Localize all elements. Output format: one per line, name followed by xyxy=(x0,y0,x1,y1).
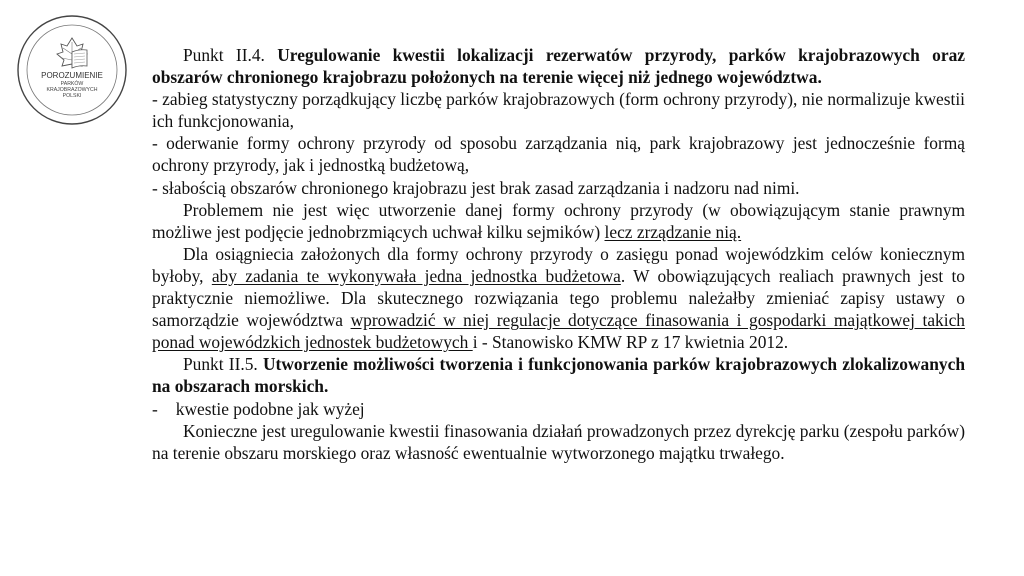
paragraph-text: Problemem nie jest więc utworzenie danej formy ochrony przyrody (w obowiązującym stanie prawnym możliwe jest podjęcie jednobrzmiących uchwał kilku sejmików) xyxy=(152,199,965,242)
logo-line-1: POROZUMIENIE xyxy=(41,71,103,80)
logo xyxy=(15,14,129,126)
document-body xyxy=(152,44,965,464)
section-title: Uregulowanie kwestii lokalizacji rezerwatów przyrody, parków krajobrazowych oraz obszarów chronionego krajobrazu położonych na terenie więcej niż jednego województwa. xyxy=(152,45,965,88)
logo-line-2: PARKÓW xyxy=(60,81,84,87)
logo-line-3: KRAJOBRAZOWYCH xyxy=(46,87,98,93)
logo-emblem xyxy=(15,14,129,126)
section-title: Utworzenie możliwości tworzenia i funkcjonowania parków krajobrazowych zlokalizowanych na obszarach morskich. xyxy=(152,354,965,397)
underlined-text: aby zadania te wykonywała jedna jednostka budżetowa xyxy=(211,265,621,286)
paragraph-text: . W obowiązujących realiach prawnych jest to praktycznie niemożliwe. Dla skutecznego rozwiązania tego problemu należałby zmieniać zapisy ustawy o samorządzie województwa xyxy=(152,265,965,331)
paragraph: Konieczne jest uregulowanie kwestii finasowania działań prowadzonych przez dyrekcję parku (zespołu parków) na terenie obszaru morskiego oraz własność ewentualnie wytworzonego majątku trwałego. xyxy=(152,420,965,463)
paragraph-text: i - Stanowisko KMW RP z 17 kwietnia 2012. xyxy=(472,332,789,353)
section-heading-ii-4 xyxy=(152,44,965,88)
bullet-text: kwestie podobne jak wyżej xyxy=(175,398,365,419)
section-heading-ii-5 xyxy=(152,353,965,397)
section-number: Punkt II.5. xyxy=(183,354,263,375)
bullet-dash: - xyxy=(152,398,158,419)
bullet-item: - oderwanie formy ochrony przyrody od sposobu zarządzania nią, park krajobrazowy jest jednocześnie formą ochrony przyrody, jak i jednostką budżetową, xyxy=(152,133,965,176)
maple-leaf-book-icon xyxy=(57,38,87,68)
logo-line-4: POLSKI xyxy=(62,93,82,99)
underlined-text: lecz zrządzanie nią. xyxy=(604,221,742,242)
paragraph xyxy=(152,243,965,353)
bullet-item xyxy=(152,398,965,420)
paragraph xyxy=(152,199,965,243)
bullet-item: - słabością obszarów chronionego krajobrazu jest brak zasad zarządzania i nadzoru nad nimi. xyxy=(152,177,800,198)
bullet-item: - zabieg statystyczny porządkujący liczbę parków krajobrazowych (form ochrony przyrody), nie normalizuje kwestii ich funkcjonowania, xyxy=(152,89,965,132)
underlined-text: wprowadzić w niej regulacje dotyczące finasowania i gospodarki majątkowej takich ponad wojewódzkich jednostek budżetowych xyxy=(152,310,965,353)
paragraph-text: Dla osiągniecia założonych dla formy ochrony przyrody o zasięgu ponad wojewódzkim celów koniecznym byłoby, xyxy=(152,243,965,286)
section-number: Punkt II.4. xyxy=(183,45,278,65)
